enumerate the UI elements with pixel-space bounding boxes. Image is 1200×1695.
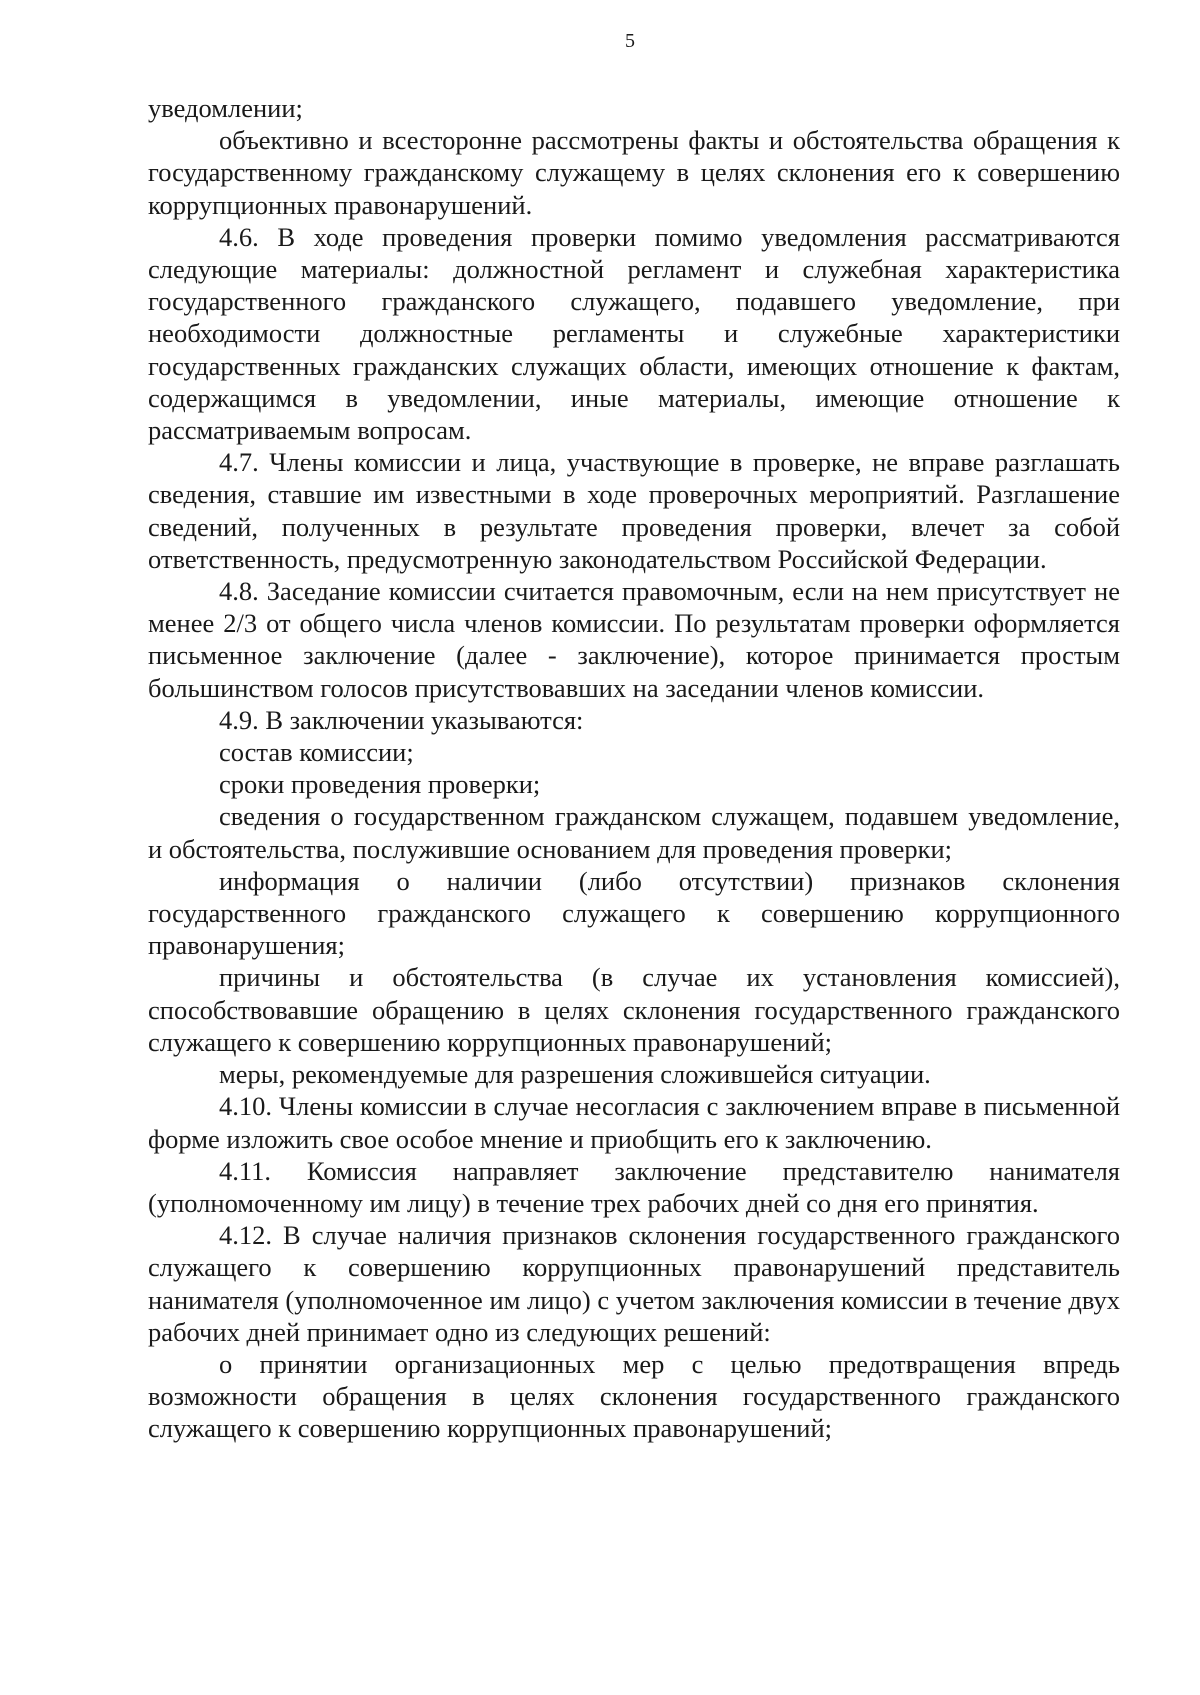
list-item: информация о наличии (либо отсутствии) признаков склонения государственного гражданского служащего к совершению коррупционного правонарушения;	[148, 865, 1120, 961]
page-number: 5	[625, 30, 635, 52]
list-item: сроки проведения проверки;	[219, 769, 541, 800]
paragraph-section-4-11: 4.11. Комиссия направляет заключение представителю нанимателя (уполномоченному им лицу) в течение трех рабочих дней со дня его принятия.	[148, 1155, 1120, 1218]
document-body	[148, 92, 1120, 1445]
list-item: состав комиссии;	[219, 737, 414, 768]
paragraph-section-4-7: 4.7. Члены комиссии и лица, участвующие в проверке, не вправе разглашать сведения, ставшие им известными в ходе проверочных мероприятий. Разглашение сведений, полученных в результате проведения проверки, влечет за собой ответственность, предусмотренную законодательством Российской Федерации.	[148, 447, 1120, 574]
paragraph-section-4-6: 4.6. В ходе проведения проверки помимо уведомления рассматриваются следующие материалы: должностной регламент и служебная характеристика государственного гражданского служащего, подавшего уведомление, при необходимости должностные регламенты и служебные характеристики государственных гражданских служащих области, имеющих отношение к фактам, содержащимся в уведомлении, иные материалы, имеющие отношение к рассматриваемым вопросам.	[148, 221, 1120, 446]
paragraph-section-4-9: 4.9. В заключении указываются:	[219, 704, 584, 735]
list-item: меры, рекомендуемые для разрешения сложившейся ситуации.	[219, 1059, 931, 1090]
paragraph-section-4-10: 4.10. Члены комиссии в случае несогласия с заключением вправе в письменной форме изложить свое особое мнение и приобщить его к заключению.	[148, 1091, 1120, 1154]
paragraph-section-4-12: 4.12. В случае наличия признаков склонения государственного гражданского служащего к совершению коррупционных правонарушений представитель нанимателя (уполномоченное им лицо) с учетом заключения комиссии в течение двух рабочих дней принимает одно из следующих решений:	[148, 1220, 1120, 1347]
paragraph: уведомлении;	[148, 93, 303, 123]
paragraph: объективно и всесторонне рассмотрены факты и обстоятельства обращения к государственному гражданскому служащему в целях склонения его к совершению коррупционных правонарушений.	[148, 125, 1120, 220]
list-item: сведения о государственном гражданском служащем, подавшем уведомление, и обстоятельства, послужившие основанием для проведения проверки;	[148, 801, 1120, 864]
paragraph-section-4-8: 4.8. Заседание комиссии считается правомочным, если на нем присутствует не менее 2/3 от общего числа членов комиссии. По результатам проверки оформляется письменное заключение (далее - заключение), которое принимается простым большинством голосов присутствовавших на заседании членов комиссии.	[148, 576, 1120, 703]
list-item: о принятии организационных мер с целью предотвращения впредь возможности обращения в целях склонения государственного гражданского служащего к совершению коррупционных правонарушений;	[148, 1348, 1120, 1444]
list-item: причины и обстоятельства (в случае их установления комиссией), способствовавшие обращению в целях склонения государственного гражданского служащего к совершению коррупционных правонарушений;	[148, 962, 1120, 1057]
